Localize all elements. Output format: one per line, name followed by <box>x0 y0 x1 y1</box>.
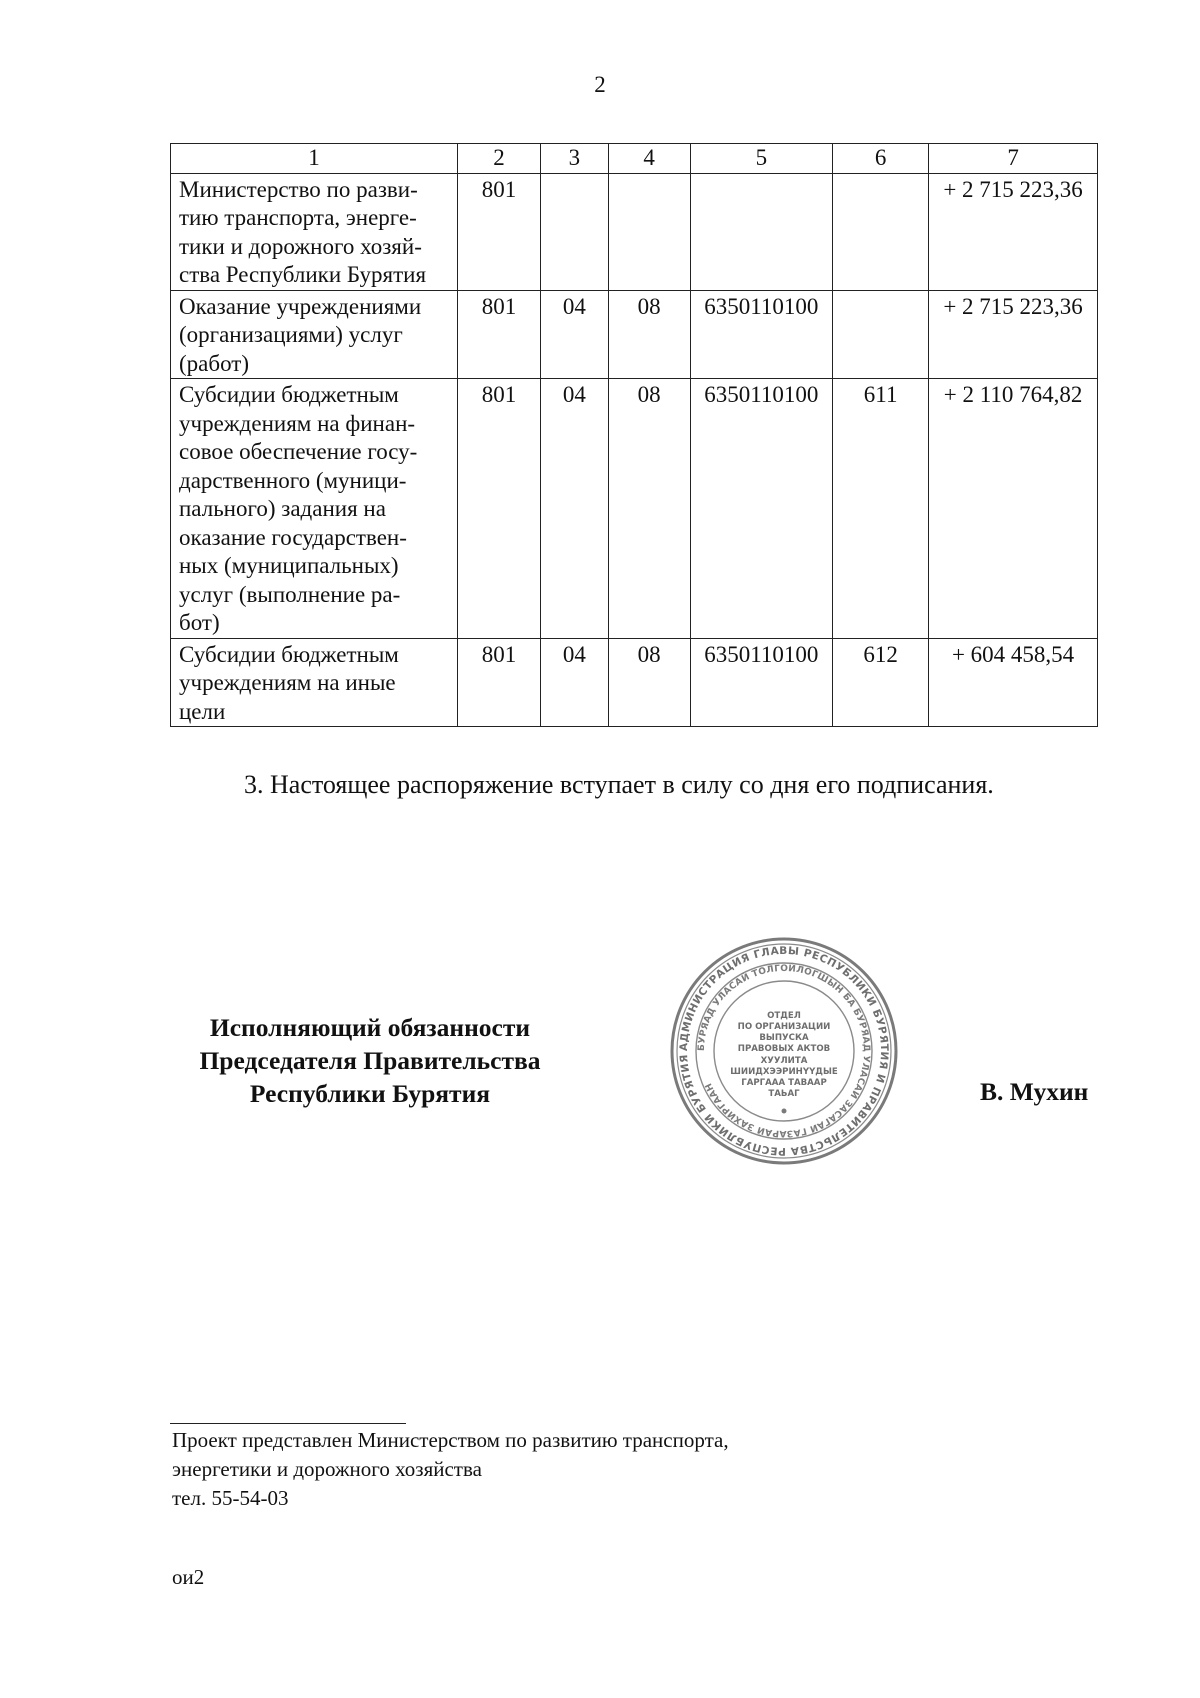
column-header: 2 <box>458 144 541 174</box>
seal-center-line: ВЫПУСКА <box>759 1033 809 1043</box>
section-cell: 04 <box>540 290 608 379</box>
subsection-cell: 08 <box>608 379 690 639</box>
target-article-cell: 6350110100 <box>690 290 833 379</box>
row-name-line: Министерство по разви- <box>179 176 418 202</box>
amount-cell: + 2 110 764,82 <box>929 379 1098 639</box>
row-name-line: дарственного (муници- <box>179 467 407 493</box>
row-name-line: оказание государствен- <box>179 524 407 550</box>
effective-date-paragraph: 3. Настоящее распоряжение вступает в силу со дня его подписания. <box>244 770 994 799</box>
row-name-line: учреждениям на иные <box>179 670 396 695</box>
signatory-title-line: Республики Бурятия <box>249 1079 491 1108</box>
seal-center-line: ПО ОРГАНИЗАЦИИ <box>737 1022 831 1032</box>
section-cell: 04 <box>540 379 608 639</box>
subsection-cell: 08 <box>608 290 690 379</box>
amount-cell: + 2 715 223,36 <box>929 290 1098 379</box>
row-name-line: тию транспорта, энерге- <box>179 205 417 230</box>
amount-cell: + 604 458,54 <box>929 638 1098 727</box>
signatory-name: В. Мухин <box>980 1077 1089 1106</box>
footnote-line: энергетики и дорожного хозяйства <box>172 1457 482 1481</box>
ministry-code-cell: 801 <box>458 638 541 727</box>
seal-center-line: ШИИДХЭЭРИНҮҮДЫЕ <box>730 1067 838 1077</box>
seal-center-line: ТАЬАГ <box>768 1089 800 1099</box>
row-name-line: учреждениям на финан- <box>179 410 416 436</box>
row-name-line: тики и дорожного хозяй- <box>179 233 422 259</box>
row-name-line: Субсидии бюджетным <box>179 382 399 407</box>
row-name-cell <box>171 173 458 290</box>
column-header: 4 <box>608 144 690 174</box>
section-cell <box>540 173 608 290</box>
expense-type-cell <box>833 173 929 290</box>
seal-center-line: ПРАВОВЫХ АКТОВ <box>737 1044 831 1054</box>
target-article-cell <box>690 173 833 290</box>
seal-center-line: ХУУЛИТА <box>760 1056 808 1066</box>
row-name-cell <box>171 638 458 727</box>
expense-type-cell: 612 <box>833 638 929 727</box>
row-name-line: бот) <box>179 610 220 635</box>
row-name-line: Оказание учреждениями <box>179 293 422 319</box>
row-name-cell <box>171 290 458 379</box>
official-seal-stamp <box>668 935 900 1167</box>
seal-outer-text: АДМИНИСТРАЦИЯ ГЛАВЫ РЕСПУБЛИКИ БУРЯТИЯ И ПРАВИТЕЛЬСТВА РЕСПУБЛИКИ БУРЯТИЯ <box>677 944 891 1158</box>
table-header-row <box>171 144 1098 174</box>
column-header: 3 <box>540 144 608 174</box>
row-name-line: Субсидии бюджетным <box>179 641 399 667</box>
page-number: 2 <box>594 72 606 97</box>
ministry-code-cell: 801 <box>458 379 541 639</box>
table-row <box>171 638 1098 727</box>
table-row <box>171 173 1098 290</box>
subsection-cell <box>608 173 690 290</box>
footnote-line: Проект представлен Министерством по развитию транспорта, <box>172 1428 729 1452</box>
row-name-cell <box>171 379 458 639</box>
budget-changes-table <box>170 143 1098 727</box>
row-name-line: ных (муниципальных) <box>179 553 399 578</box>
footnote-divider <box>170 1423 406 1424</box>
column-header: 6 <box>833 144 929 174</box>
target-article-cell: 6350110100 <box>690 379 833 639</box>
table-row <box>171 290 1098 379</box>
target-article-cell: 6350110100 <box>690 638 833 727</box>
seal-inner-ring-text: БУРЯАД УЛАСАЙ ТОЛГОЙЛОГШЫН БА БУРЯАД УЛАСАЙ ЗАСАГАЙ ГАЗАРАЙ ЗАХИРГААН <box>696 963 872 1139</box>
seal-center-line: ОТДЕЛ <box>767 1011 801 1021</box>
row-name-line: ства Республики Бурятия <box>179 262 427 287</box>
ministry-code-cell: 801 <box>458 290 541 379</box>
column-header: 5 <box>690 144 833 174</box>
row-name-line: пального) задания на <box>179 496 386 521</box>
document-code: ои2 <box>172 1565 205 1589</box>
signatory-title-line: Исполняющий обязанности <box>209 1013 531 1042</box>
footnote-line: тел. 55-54-03 <box>172 1486 289 1510</box>
table-row <box>171 379 1098 639</box>
ministry-code-cell: 801 <box>458 173 541 290</box>
column-header: 1 <box>171 144 458 174</box>
row-name-line: совое обеспечение госу- <box>179 439 418 464</box>
seal-center-line: ГАРГААА ТАВААР <box>741 1078 827 1088</box>
signatory-title-line: Председателя Правительства <box>199 1046 541 1075</box>
row-name-line: (организациями) услуг <box>179 322 403 347</box>
section-cell: 04 <box>540 638 608 727</box>
row-name-line: (работ) <box>179 350 249 376</box>
expense-type-cell <box>833 290 929 379</box>
subsection-cell: 08 <box>608 638 690 727</box>
amount-cell: + 2 715 223,36 <box>929 173 1098 290</box>
row-name-line: услуг (выполнение ра- <box>179 581 401 607</box>
signatory-title <box>160 1011 580 1110</box>
row-name-line: цели <box>179 698 226 724</box>
footnote <box>172 1426 729 1513</box>
expense-type-cell: 611 <box>833 379 929 639</box>
column-header: 7 <box>929 144 1098 174</box>
